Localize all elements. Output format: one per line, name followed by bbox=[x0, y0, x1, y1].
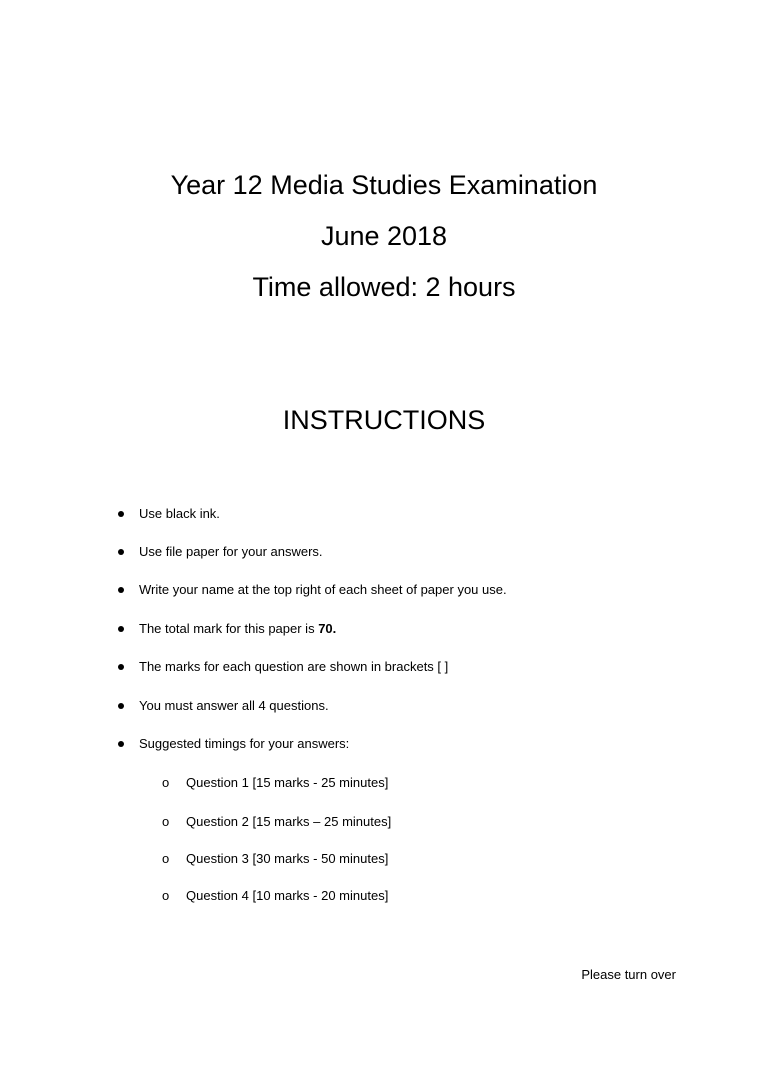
total-mark-label: The total mark for this paper is bbox=[139, 621, 319, 636]
instruction-item-name: Write your name at the top right of each sheet of paper you use. bbox=[139, 582, 507, 597]
total-mark-value: 70. bbox=[318, 621, 337, 636]
timing-text: Question 2 [15 marks – 25 minutes] bbox=[186, 814, 392, 829]
instruction-item-timings: Suggested timings for your answers: bbox=[139, 736, 350, 751]
timing-text: Question 1 [15 marks - 25 minutes] bbox=[186, 775, 389, 790]
sub-bullet-marker: o bbox=[162, 775, 170, 790]
time-allowed: Time allowed: 2 hours bbox=[252, 272, 516, 302]
timing-text: Question 3 [30 marks - 50 minutes] bbox=[186, 851, 389, 866]
instruction-item-total-mark bbox=[139, 621, 336, 637]
please-turn-over-note: Please turn over bbox=[581, 967, 676, 982]
timing-text: Question 4 [10 marks - 20 minutes] bbox=[186, 888, 389, 903]
instruction-item-ink: Use black ink. bbox=[139, 506, 220, 521]
sub-bullet-marker: o bbox=[162, 814, 170, 829]
timing-question-1 bbox=[162, 775, 389, 791]
instruction-item-all-questions: You must answer all 4 questions. bbox=[139, 698, 329, 713]
exam-title: Year 12 Media Studies Examination bbox=[170, 170, 598, 200]
sub-bullet-marker: o bbox=[162, 851, 170, 866]
instruction-item-brackets: The marks for each question are shown in brackets [ ] bbox=[139, 659, 449, 674]
instructions-heading: INSTRUCTIONS bbox=[282, 405, 486, 435]
sub-bullet-marker: o bbox=[162, 888, 170, 903]
timing-question-2 bbox=[162, 814, 392, 830]
timing-question-3 bbox=[162, 851, 389, 867]
instruction-item-paper: Use file paper for your answers. bbox=[139, 544, 323, 559]
exam-date: June 2018 bbox=[320, 221, 448, 251]
timing-question-4 bbox=[162, 888, 389, 904]
